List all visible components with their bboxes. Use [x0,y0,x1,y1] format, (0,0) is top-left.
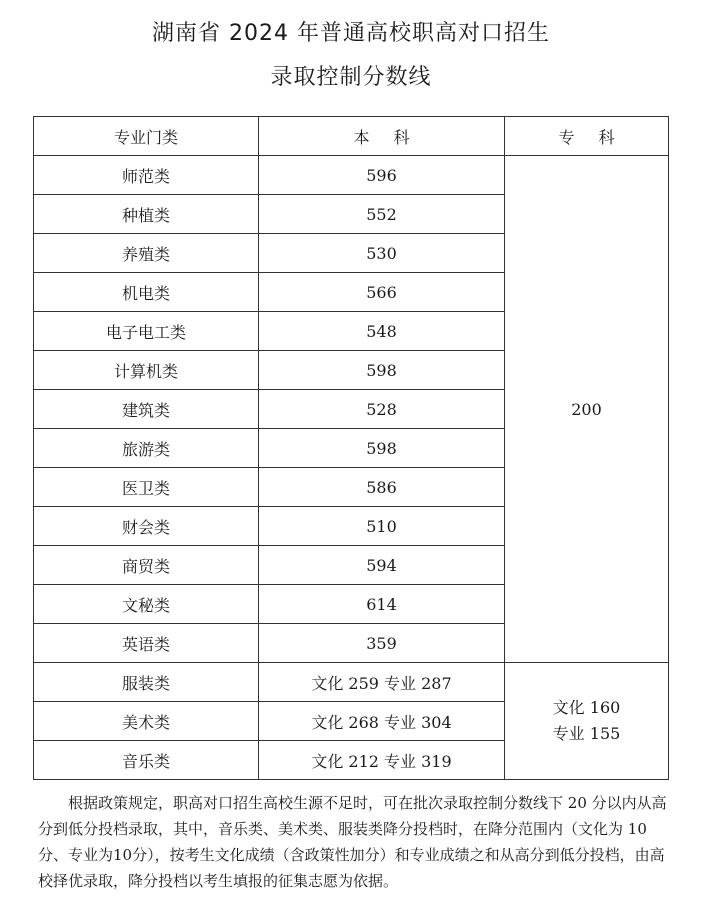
benke-score-cell: 614 [259,585,505,624]
page-title: 湖南省 2024 年普通高校职高对口招生 [152,21,550,46]
benke-score-cell: 552 [259,195,505,234]
table-body [34,156,669,780]
category-cell: 计算机类 [34,351,259,390]
benke-score-cell: 510 [259,507,505,546]
benke-score-cell: 530 [259,234,505,273]
zhuanke-major-score: 专业 155 [552,724,621,743]
table-header-row [34,117,669,156]
benke-score-cell: 文化 268 专业 304 [259,702,505,741]
benke-score-cell: 文化 212 专业 319 [259,741,505,780]
category-cell: 师范类 [34,156,259,195]
category-cell: 医卫类 [34,468,259,507]
score-table [33,116,669,780]
category-cell: 音乐类 [34,741,259,780]
header-zhuanke: 专科 [505,117,669,156]
benke-score-cell: 596 [259,156,505,195]
category-cell: 英语类 [34,624,259,663]
benke-score-cell: 548 [259,312,505,351]
table-row [34,663,669,702]
benke-score-cell: 文化 259 专业 287 [259,663,505,702]
category-cell: 服装类 [34,663,259,702]
zhuanke-score-cell [505,663,669,780]
category-cell: 商贸类 [34,546,259,585]
category-cell: 文秘类 [34,585,259,624]
category-cell: 建筑类 [34,390,259,429]
category-cell: 旅游类 [34,429,259,468]
category-cell: 美术类 [34,702,259,741]
benke-score-cell: 586 [259,468,505,507]
benke-score-cell: 359 [259,624,505,663]
zhuanke-culture-score: 文化 160 [552,698,621,717]
table-row [34,156,669,195]
header-benke: 本科 [259,117,505,156]
page-subtitle: 录取控制分数线 [270,65,432,90]
category-cell: 电子电工类 [34,312,259,351]
policy-note: 根据政策规定，职高对口招生高校生源不足时，可在批次录取控制分数线下 20 分以内从高分到低分投档录取，其中，音乐类、美术类、服装类降分投档时，在降分范围内（文化为 10 分、专业为10分），按考生文化成绩（含政策性加分）和专业成绩之和从高分到低分投档，由高校择优录取，降分投档以考生填报的征集志愿为依据。 [38,794,667,890]
benke-score-cell: 594 [259,546,505,585]
header-category: 专业门类 [34,117,259,156]
benke-score-cell: 528 [259,390,505,429]
category-cell: 养殖类 [34,234,259,273]
zhuanke-score-cell: 200 [505,156,669,663]
category-cell: 机电类 [34,273,259,312]
category-cell: 财会类 [34,507,259,546]
category-cell: 种植类 [34,195,259,234]
benke-score-cell: 598 [259,351,505,390]
benke-score-cell: 598 [259,429,505,468]
benke-score-cell: 566 [259,273,505,312]
